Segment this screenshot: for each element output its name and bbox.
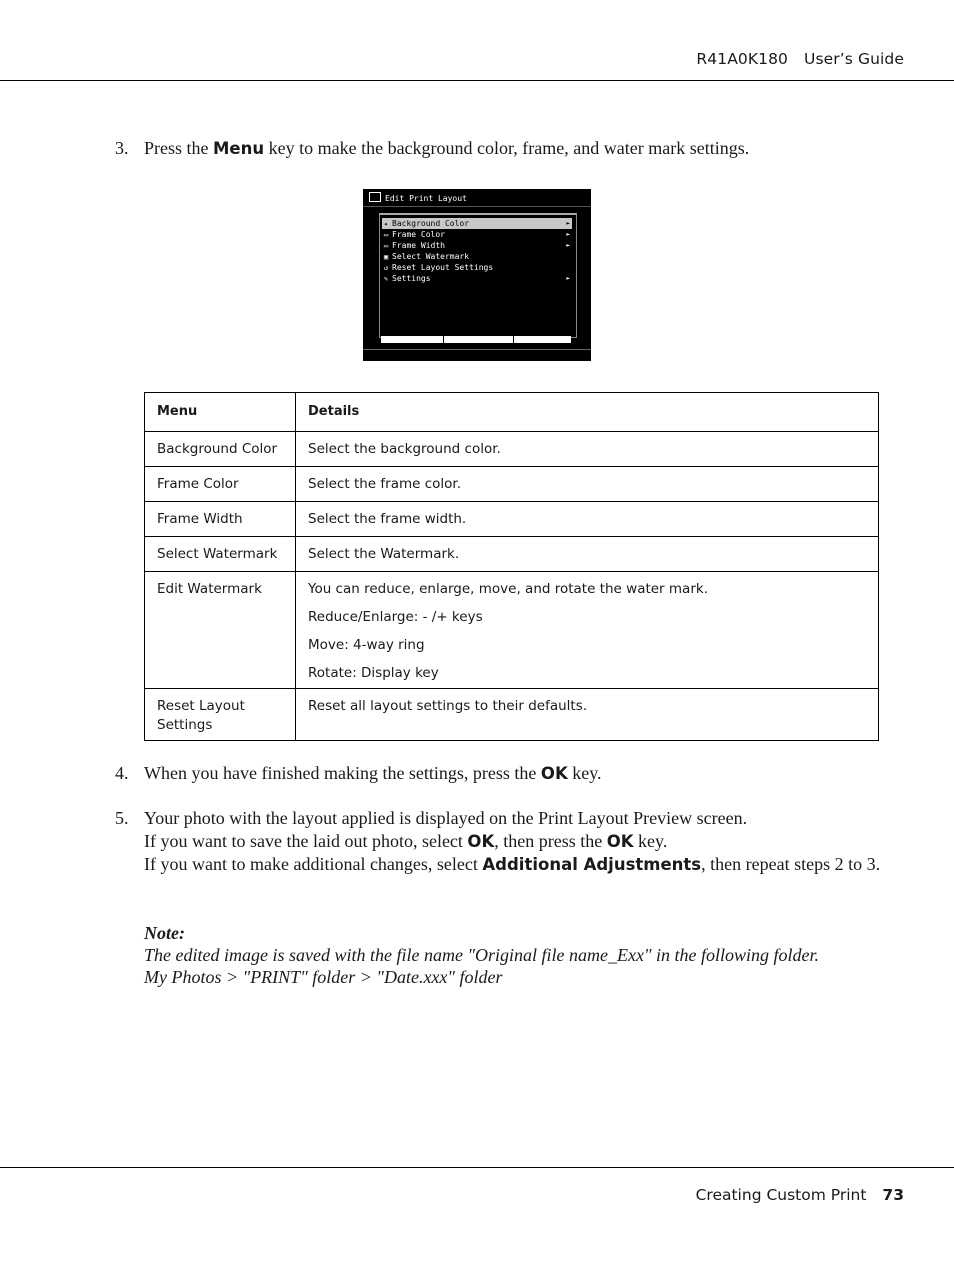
text: If you want to save the laid out photo, select [144, 831, 468, 851]
details-line: You can reduce, enlarge, move, and rotate the water mark. [308, 581, 708, 597]
table-row [145, 537, 879, 572]
screen-menu-item[interactable] [382, 229, 572, 240]
page-footer [696, 1186, 904, 1204]
table-row [145, 502, 879, 537]
details-line: Move: 4-way ring [308, 637, 425, 653]
step-number: 4. [115, 763, 129, 783]
screen-menu-item[interactable] [382, 262, 572, 273]
details-line: Rotate: Display key [308, 665, 439, 681]
menu-cell: Select Watermark [145, 537, 296, 572]
details-cell: Select the frame color. [296, 467, 879, 502]
doc-id: R41A0K180 [696, 50, 789, 68]
screen-title-text: Edit Print Layout [385, 194, 467, 203]
step-text-pre: When you have finished making the settings, press the [144, 763, 541, 783]
note-block [144, 922, 884, 988]
step-text-post: key. [567, 763, 602, 783]
chevron-right-icon: ► [566, 275, 570, 282]
section-title: Creating Custom Print [695, 1186, 867, 1204]
chevron-right-icon: ► [566, 220, 570, 227]
menu-cell: Frame Width [145, 502, 296, 537]
screen-footer-line [363, 349, 591, 350]
frame-width-icon: ▭ [383, 242, 389, 250]
page-number: 73 [882, 1186, 904, 1204]
note-line: My Photos > "PRINT" folder > "Date.xxx" folder [144, 967, 503, 987]
step-number: 5. [115, 808, 129, 828]
table-row [145, 572, 879, 689]
step-number: 3. [115, 138, 129, 158]
additional-adjustments-option: Additional Adjustments [482, 855, 702, 874]
text: , then press the [494, 831, 607, 851]
chevron-right-icon: ► [566, 231, 570, 238]
ok-key: OK [540, 764, 568, 783]
footer-rule [0, 1167, 954, 1168]
note-line: The edited image is saved with the file name "Original file name_Exx" in the following folder. [144, 945, 820, 965]
screen-status-bar [381, 336, 571, 343]
screen-menu-label: Frame Color [392, 230, 445, 239]
menu-cell: Reset Layout Settings [145, 689, 296, 741]
menu-details-table [144, 392, 879, 741]
screen-menu-label: Frame Width [392, 241, 445, 250]
chevron-right-icon: ► [566, 242, 570, 249]
table-row [145, 689, 879, 741]
screen-menu-label: Settings [392, 274, 431, 283]
menu-cell: Frame Color [145, 467, 296, 502]
note-heading: Note: [144, 923, 185, 943]
screen-menu-item[interactable] [382, 218, 572, 229]
screen-divider [363, 206, 591, 207]
step5-line3 [144, 853, 881, 876]
header-rule [0, 80, 954, 81]
column-header-menu: Menu [145, 393, 296, 432]
guide-title: User’s Guide [804, 50, 904, 68]
screen-menu-item[interactable] [382, 251, 572, 262]
screen-menu-panel [379, 213, 577, 338]
settings-icon: ✎ [383, 275, 389, 283]
table-row [145, 467, 879, 502]
screen-title [369, 192, 467, 204]
details-line: Reduce/Enlarge: - /+ keys [308, 609, 483, 625]
frame-color-icon: ▭ [383, 231, 389, 239]
screen-menu-item[interactable] [382, 273, 572, 284]
details-cell: Select the frame width. [296, 502, 879, 537]
step5-line2 [144, 830, 881, 853]
step5-line1: Your photo with the layout applied is displayed on the Print Layout Preview screen. [144, 808, 748, 828]
ok-key: OK [606, 832, 634, 851]
step-text-post: key to make the background color, frame, and water mark settings. [264, 138, 750, 158]
menu-cell: Edit Watermark [145, 572, 296, 689]
screen-menu-label: Reset Layout Settings [392, 263, 494, 272]
watermark-icon: ▣ [383, 253, 389, 261]
details-cell: Select the background color. [296, 432, 879, 467]
text: If you want to make additional changes, select [144, 854, 483, 874]
screen-menu-item[interactable] [382, 240, 572, 251]
text: , then repeat steps 2 to 3. [701, 854, 881, 874]
ok-key: OK [467, 832, 495, 851]
text: key. [633, 831, 668, 851]
menu-key: Menu [213, 139, 265, 158]
table-row [145, 432, 879, 467]
menu-cell: Background Color [145, 432, 296, 467]
details-cell: Reset all layout settings to their defaults. [296, 689, 879, 741]
details-cell: Select the Watermark. [296, 537, 879, 572]
page-header [696, 50, 904, 68]
table-header-row [145, 393, 879, 432]
camera-screen [363, 189, 591, 361]
details-cell [296, 572, 879, 689]
edit-layout-icon [369, 192, 381, 202]
background-color-icon: ✦ [383, 220, 389, 228]
step-text-pre: Press the [144, 138, 213, 158]
reset-icon: ↺ [383, 264, 389, 272]
column-header-details: Details [296, 393, 879, 432]
screen-menu-label: Select Watermark [392, 252, 470, 261]
screen-menu-label: Background Color [392, 219, 470, 228]
